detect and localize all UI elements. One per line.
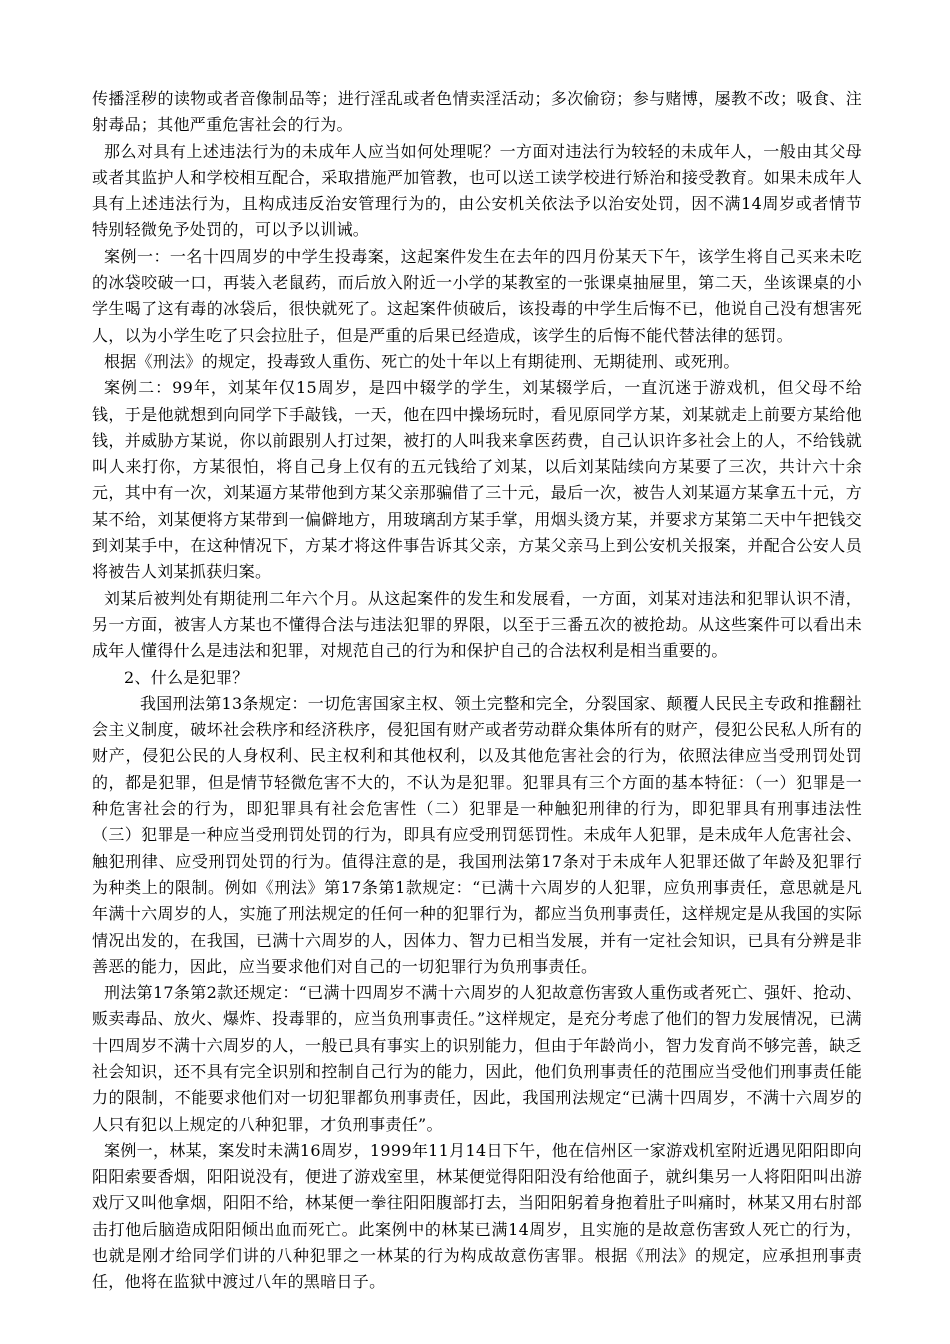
paragraph-case-two-outcome: 刘某后被判处有期徒刑二年六个月。从这起案件的发生和发展看，一方面，刘某对违法和犯罪认识不清，另一方面，被害人方某也不懂得合法与违法犯罪的界限，以至于三番五次的被抢劫。从这些案件可以看出未成年人懂得什么是违法和犯罪，对规范自己的行为和保护自己的合法权利是相当重要的。 xyxy=(92,588,862,661)
document-body xyxy=(92,86,862,1296)
paragraph-poisoning-penalty: 根据《刑法》的规定，投毒致人重伤、死亡的处十年以上有期徒刑、无期徒刑、或死刑。 xyxy=(104,351,740,371)
paragraph-handling-violations: 那么对具有上述违法行为的未成年人应当如何处理呢？一方面对违法行为较轻的未成年人，一般由其父母或者其监护人和学校相互配合，采取措施严加管教，也可以送工读学校进行矫治和接受教育。如果未成年人具有上述违法行为，且构成违反治安管理行为的，由公安机关依法予以治安处罚，因不满14周岁或者情节特别轻微免予处罚的，可以予以训诫。 xyxy=(92,141,862,240)
paragraph-case-one-poisoning: 案例一：一名十四周岁的中学生投毒案，这起案件发生在去年的四月份某天下午，该学生将自己买来未吃的冰袋咬破一口，再装入老鼠药，而后放入附近一小学的某教室的一张课桌抽屉里，第二天，坐该课桌的小学生喝了这有毒的冰袋后，很快就死了。这起案件侦破后，该投毒的中学生后悔不已，他说自己没有想害死人，以为小学生吃了只会拉肚子，但是严重的后果已经造成，该学生的后悔不能代替法律的惩罚。 xyxy=(92,246,862,345)
paragraph-prohibited-acts: 传播淫秽的读物或者音像制品等；进行淫乱或者色情卖淫活动；多次偷窃；参与赌博，屡教不改；吸食、注射毒品；其他严重危害社会的行为。 xyxy=(92,89,862,135)
section-heading-what-is-crime: 2、什么是犯罪？ xyxy=(124,667,249,687)
paragraph-case-two-robbery: 案例二：99年，刘某年仅15周岁，是四中辍学的学生，刘某辍学后，一直沉迷于游戏机，但父母不给钱，于是他就想到向同学下手敲钱，一天，他在四中操场玩时，看见原同学方某，刘某就走上前要方某给他钱，并威胁方某说，你以前跟别人打过架，被打的人叫我来拿医药费，自己认识许多社会上的人，不给钱就叫人来打你，方某很怕，将自己身上仅有的五元钱给了刘某，以后刘某陆续向方某要了三次，共计六十余元，其中有一次，刘某逼方某带他到方某父亲那骗借了三十元，最后一次，被告人刘某逼方某拿五十元，方某不给，刘某便将方某带到一偏僻地方，用玻璃刮方某手掌，用烟头烫方某，并要求方某第二天中午把钱交到刘某手中，在这种情况下，方某才将这件事告诉其父亲，方某父亲马上到公安机关报案，并配合公安人员将被告人刘某抓获归案。 xyxy=(92,378,862,582)
paragraph-case-lin: 案例一，林某，案发时未满16周岁，1999年11月14日下午，他在信州区一家游戏机室附近遇见阳阳即向阳阳索要香烟，阳阳说没有，便进了游戏室里，林某便觉得阳阳没有给他面子，就纠集另一人将阳阳叫出游戏厅又叫他拿烟，阳阳不给，林某便一拳往阳阳腹部打去，当阳阳躬着身抱着肚子叫痛时，林某又用右肘部击打他后脑造成阳阳倾出血而死亡。此案例中的林某已满14周岁，且实施的是故意伤害致人死亡的行为，也就是刚才给同学们讲的八种犯罪之一林某的行为构成故意伤害罪。根据《刑法》的规定，应承担刑事责任，他将在监狱中渡过八年的黑暗日子。 xyxy=(92,1140,862,1292)
paragraph-article-13: 我国刑法第13条规定：一切危害国家主权、领土完整和完全，分裂国家、颠覆人民民主专政和推翻社会主义制度，破坏社会秩序和经济秩序，侵犯国有财产或者劳动群众集体所有的财产，侵犯公民私人所有的财产，侵犯公民的人身权利、民主权利和其他权利，以及其他危害社会的行为，依照法律应当受刑罚处罚的，都是犯罪，但是情节轻微危害不大的，不认为是犯罪。犯罪具有三个方面的基本特征：（一）犯罪是一种危害社会的行为，即犯罪具有社会危害性（二）犯罪是一种触犯刑律的行为，即犯罪具有刑事违法性（三）犯罪是一种应当受刑罚处罚的行为，即具有应受刑罚惩罚性。未成年人犯罪，是未成年人危害社会、触犯刑律、应受刑罚处罚的行为。值得注意的是，我国刑法第17条对于未成年人犯罪还做了年龄及犯罪行为种类上的限制。例如《刑法》第17条第1款规定：“已满十六周岁的人犯罪，应负刑事责任，意思就是凡年满十六周岁的人，实施了刑法规定的任何一种的犯罪行为，都应当负刑事责任，这样规定是从我国的实际情况出发的，在我国，已满十六周岁的人，因体力、智力已相当发展，并有一定社会知识，已具有分辨是非善恶的能力，因此，应当要求他们对自己的一切犯罪行为负刑事责任。 xyxy=(92,693,862,976)
paragraph-article-17-clause-2: 刑法第17条第2款还规定：“已满十四周岁不满十六周岁的人犯故意伤害致人重伤或者死亡、强奸、抢动、贩卖毒品、放火、爆炸、投毒罪的，应当负刑事责任。”这样规定，是充分考虑了他们的智力发展情况，已满十四周岁不满十六周岁的人，一般已具有事实上的识别能力，但由于年龄尚小，智力发育尚不够完善，缺乏社会知识，还不具有完全识别和控制自己行为的能力，因此，他们负刑事责任的范围应当受他们刑事责任能力的限制，不能要求他们对一切犯罪都负刑事责任，因此，我国刑法规定“已满十四周岁，不满十六周岁的人只有犯以上规定的八种犯罪，才负刑事责任”。 xyxy=(92,983,862,1134)
